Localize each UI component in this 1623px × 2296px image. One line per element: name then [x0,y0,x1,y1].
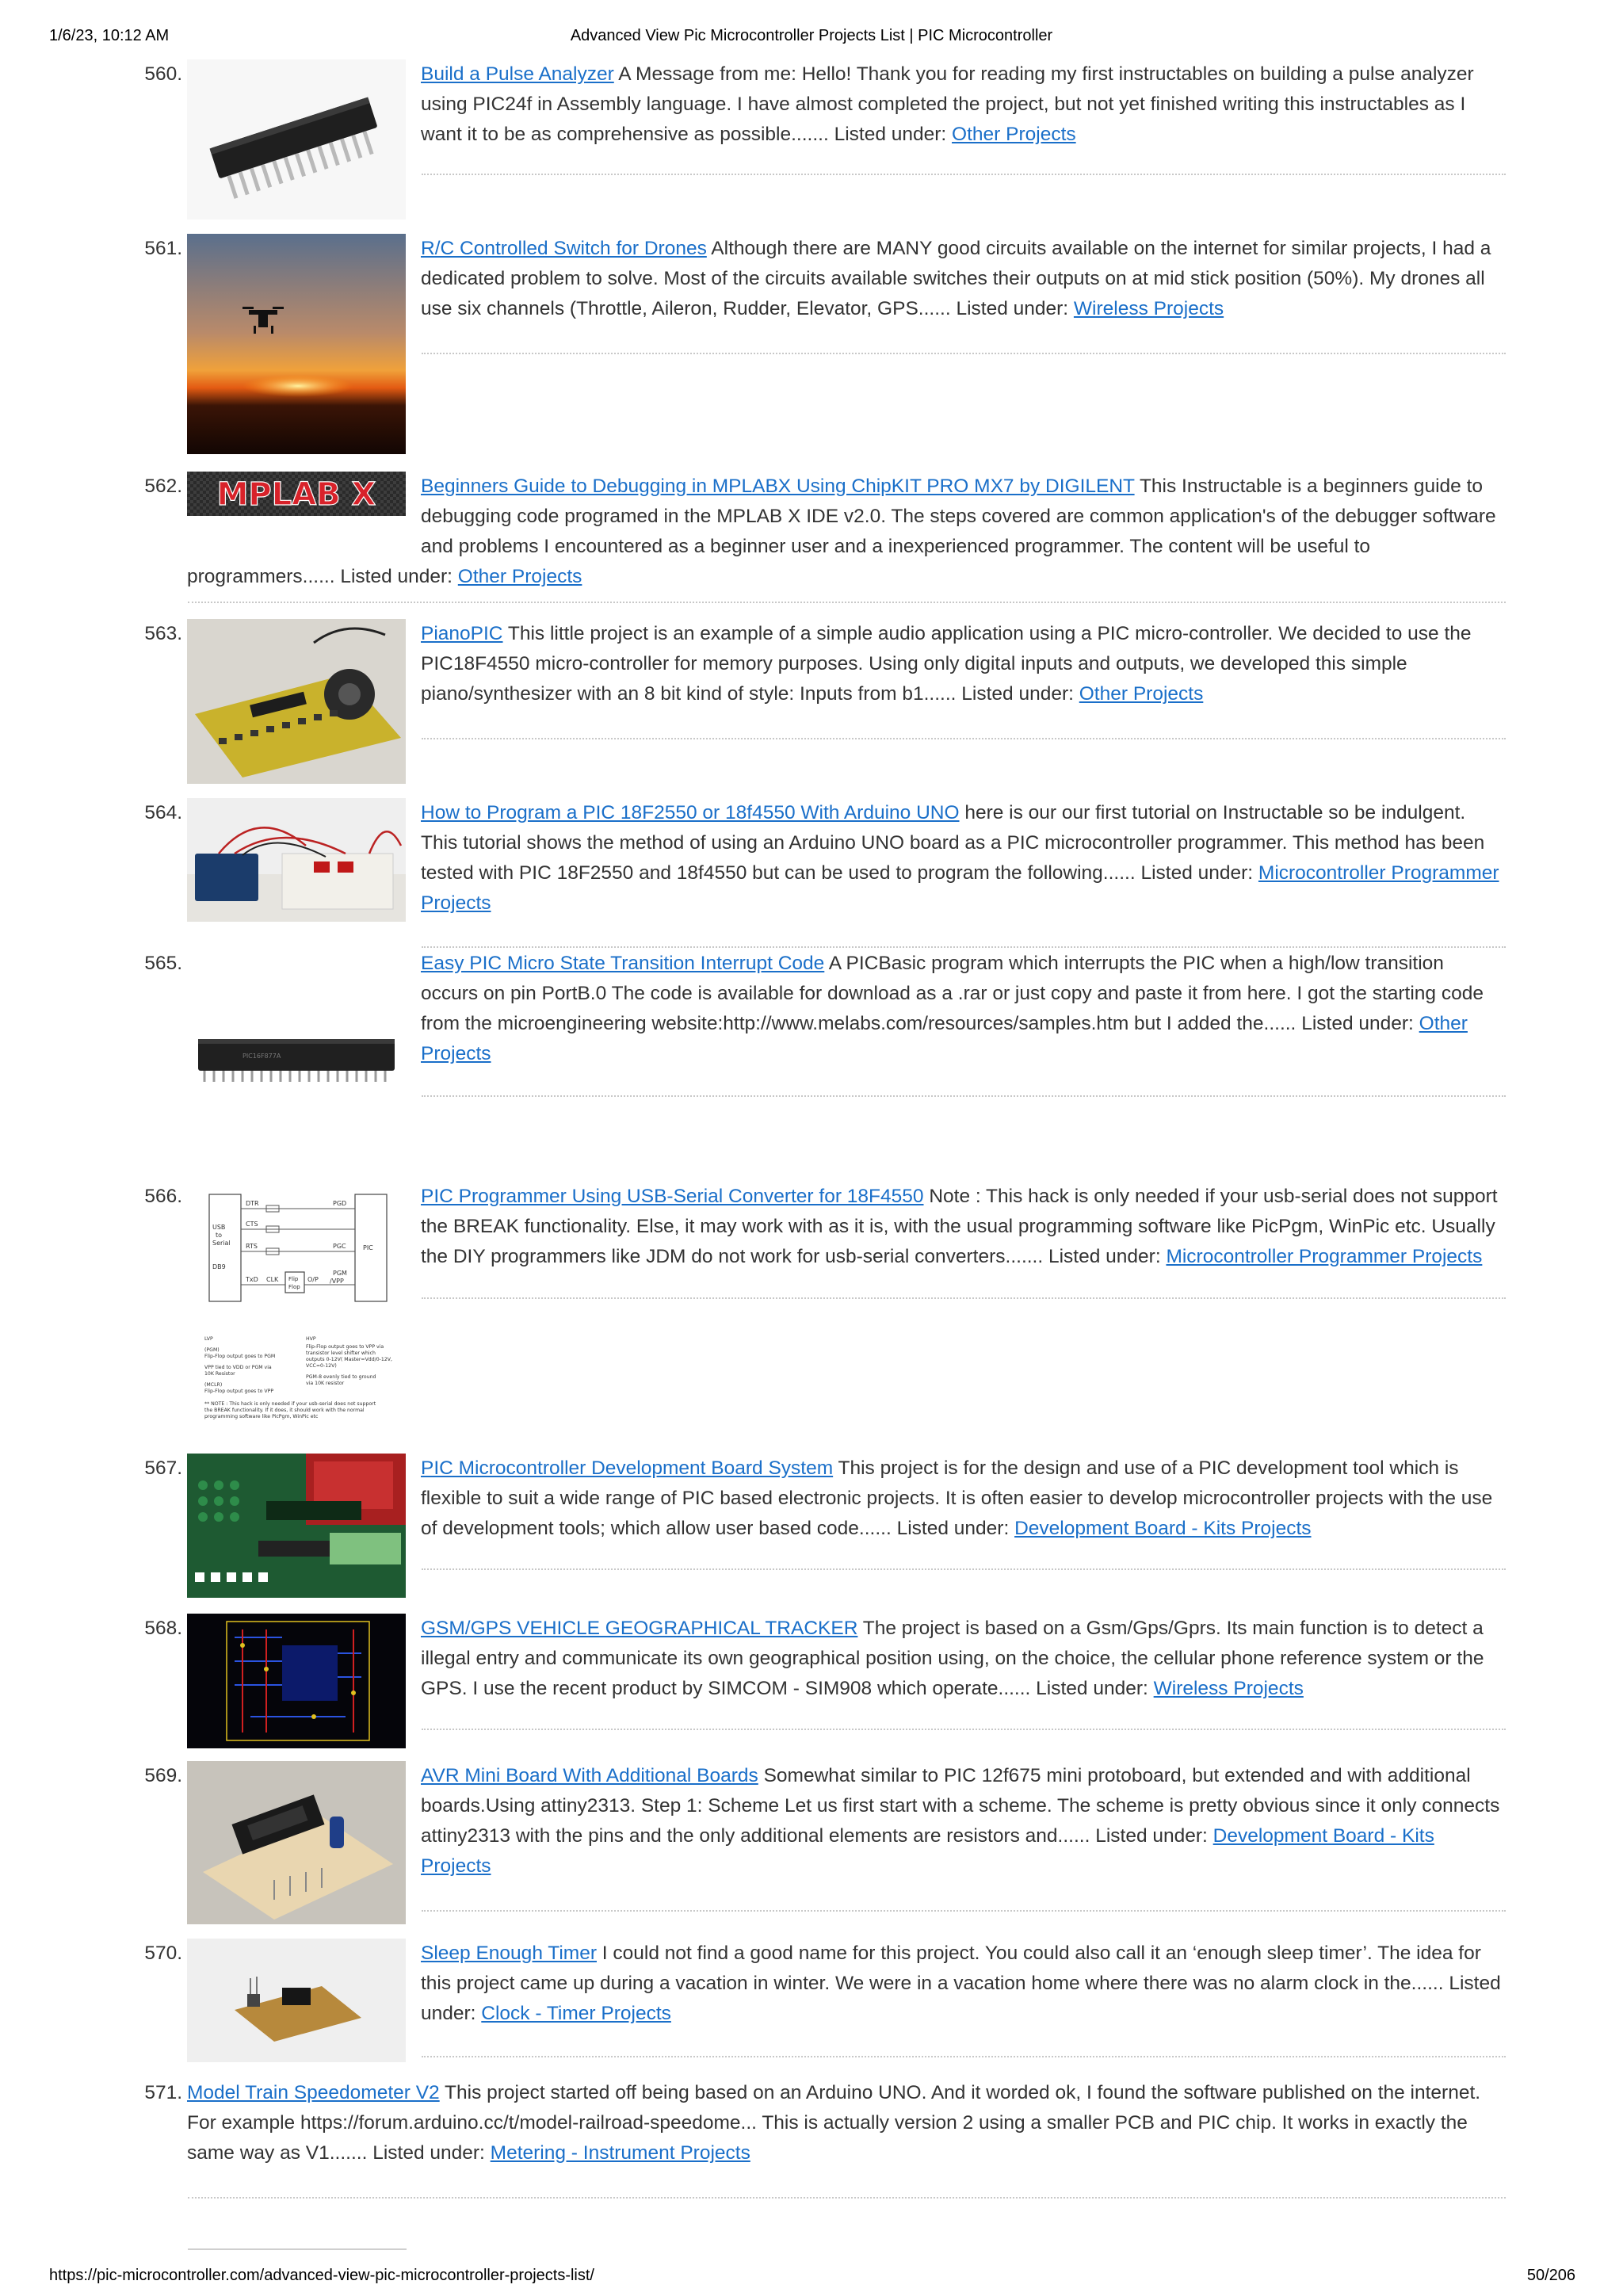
item-number: 561. [144,238,182,259]
item-text [421,949,1506,1069]
svg-text:/VPP: /VPP [330,1278,344,1285]
list-item [143,1614,1506,1772]
project-link[interactable]: Build a Pulse Analyzer [421,63,614,85]
category-link[interactable]: Other Projects [457,566,582,587]
item-text [421,1614,1506,1704]
item-description: This project started off being based on an Arduino UNO. And it worded ok, I found the software published on the internet. For example https://forum.arduino.cc/t/model-railroad-speedome... This is actually version 2 using a smaller PCB and PIC chip. It works in exactly the same way as V1....... [187,2082,1481,2164]
svg-text:PIC16F877A: PIC16F877A [242,1052,281,1060]
item-number: 567. [144,1457,182,1479]
item-text [421,59,1506,150]
page-number: 50/206 [1526,2267,1575,2284]
item-number: 562. [144,476,182,497]
item-separator [422,174,1506,175]
svg-text:MPLAB X: MPLAB X [216,476,376,513]
svg-text:transistor level shifter which: transistor level shifter which [306,1350,376,1356]
category-link[interactable]: Wireless Projects [1153,1678,1304,1699]
svg-text:to: to [216,1232,223,1239]
item-description: A Message from me: Hello! Thank you for reading my first instructables on building a pulse analyzer using PIC24f in Assembly language. I have almost completed the project, but not yet finished writing this instructables as I want it to be as comprehensive as possible....... [421,63,1474,145]
svg-text:(MCLR): (MCLR) [204,1382,223,1388]
svg-text:Flip-Flop output goes to VPP: Flip-Flop output goes to VPP [204,1389,274,1394]
svg-text:RTS: RTS [246,1243,258,1250]
svg-text:Flip: Flip [288,1276,299,1282]
list-item [143,619,1506,793]
piano-board-thumbnail[interactable] [187,619,406,784]
listed-under-label: Listed under: [372,2142,485,2164]
list-item [143,1454,1506,1612]
project-link[interactable]: PianoPIC [421,623,503,644]
print-page-title: Advanced View Pic Microcontroller Projects List | PIC Microcontroller [570,27,1053,44]
listed-under-label: Listed under: [1048,1246,1161,1267]
list-item [143,234,1506,464]
category-link[interactable]: Development Board - Kits Projects [1014,1518,1312,1539]
item-text-continued [187,562,1506,592]
item-text [187,2078,1506,2168]
category-link[interactable]: Clock - Timer Projects [481,2003,671,2024]
project-link[interactable]: How to Program a PIC 18F2550 or 18f4550 With Arduino UNO [421,802,960,823]
listed-under-label: Listed under: [1095,1825,1208,1847]
svg-text:LVP: LVP [204,1336,213,1342]
list-item [143,949,1506,1107]
item-number: 571. [144,2082,182,2103]
item-number: 564. [144,802,182,823]
drone-sunset-thumbnail[interactable] [187,234,406,454]
chip-thumbnail[interactable] [187,59,406,220]
svg-text:PGM-8 evenly tied to ground: PGM-8 evenly tied to ground [306,1374,376,1380]
svg-text:Flip-Flop output goes to PGM: Flip-Flop output goes to PGM [204,1354,276,1359]
mplabx-logo-thumbnail[interactable] [187,472,406,516]
project-link[interactable]: PIC Microcontroller Development Board System [421,1457,834,1479]
item-text [421,1182,1506,1272]
item-number: 566. [144,1186,182,1207]
item-separator [422,1910,1506,1912]
item-separator [422,1297,1506,1299]
category-link[interactable]: Other Projects [952,124,1076,145]
svg-text:PGD: PGD [333,1200,347,1207]
project-link[interactable]: Model Train Speedometer V2 [187,2082,440,2103]
listed-under-label: Listed under: [1036,1678,1148,1699]
item-description: A PICBasic program which interrupts the PIC when a high/low transition occurs on pin PortB.0 The code is available for download as a .rar or just copy and paste it from here. I got the starting code from the microengineering website:http://www.melabs.com/resources/samples.htm but I added the...... [421,953,1484,1034]
listed-under-label: Listed under: [896,1518,1010,1539]
svg-text:DTR: DTR [246,1200,259,1207]
category-link[interactable]: Metering - Instrument Projects [490,2142,750,2164]
avr-board-thumbnail[interactable] [187,1761,406,1924]
item-number: 563. [144,623,182,644]
listed-under-label: Listed under: [1301,1013,1414,1034]
item-number: 560. [144,63,182,85]
item-separator [422,2056,1506,2057]
svg-text:via 10K resistor: via 10K resistor [306,1381,345,1386]
item-description: This Instructable is a beginners guide to debugging code programed in the MPLAB X IDE v2.0. The steps covered are common application's of the debugger software and problems I encountered as a beginner user and a inexperienced programmer. The content will be useful to [421,476,1496,557]
listed-under-label: Listed under: [961,683,1074,705]
item-separator [422,946,1506,948]
svg-text:HVP: HVP [306,1336,316,1342]
listed-under-label: Listed under: [340,566,453,587]
item-text [421,1761,1506,1881]
pcb-layout-thumbnail[interactable] [187,1614,406,1748]
item-description: Note : This hack is only needed if your usb-serial does not support the BREAK functionality. Else, it may work with as it is, with the usual programming software like PicPgm, WinPic etc. Usually the DIY programmers like JDM do not work for usb-serial converters....... [421,1186,1498,1267]
category-link[interactable]: Other Projects [1079,683,1204,705]
category-link[interactable]: Development Board - Kits Projects [421,1825,1434,1877]
svg-text:O/P: O/P [307,1276,319,1283]
svg-text:programming software like PicP: programming software like PicPgm, WinPic etc [204,1414,319,1419]
svg-text:PGM: PGM [333,1270,347,1277]
svg-text:TxD: TxD [246,1276,258,1283]
item-description: Somewhat similar to PIC 12f675 mini protoboard, but extended and with additional boards.Using attiny2313. Step 1: Scheme Let us first start with a scheme. The scheme is pretty obvious since it only connects attiny2313 with the pins and the only additional elements are resistors and...... [421,1765,1500,1847]
item-text [421,1454,1506,1544]
project-link[interactable]: R/C Controlled Switch for Drones [421,238,707,259]
item-description-continued: programmers...... [187,566,341,587]
svg-text:10K Resistor: 10K Resistor [204,1371,235,1377]
item-description: The project is based on a Gsm/Gps/Gprs. Its main function is to detect a illegal entry and communicate its own geographical position using, on the choice, the cellular phone reference system or the GPS. I use the recent product by SIMCOM - SIM908 which operate...... [421,1618,1484,1699]
svg-text:Flip-Flop output goes to VPP v: Flip-Flop output goes to VPP via [306,1344,384,1350]
timer-board-thumbnail[interactable] [187,1939,406,2062]
item-description: Although there are MANY good circuits available on the internet for similar projects, I had a dedicated problem to solve. Most of the circuits available switches their outputs on at mid stick position (50%). My drones all use six channels (Throttle, Aileron, Rudder, Elevator, GPS...... [421,238,1491,319]
svg-text:PGC: PGC [333,1243,346,1250]
item-separator [188,602,1506,603]
project-link[interactable]: Sleep Enough Timer [421,1943,597,1964]
item-text [421,619,1506,709]
category-link[interactable]: Wireless Projects [1073,298,1224,319]
project-link[interactable]: AVR Mini Board With Additional Boards [421,1765,758,1786]
svg-text:Flop: Flop [288,1284,300,1290]
list-item [143,1182,1506,1451]
svg-text:Serial: Serial [212,1240,231,1247]
list-item [143,1939,1506,2081]
item-number: 570. [144,1943,182,1964]
category-link[interactable]: Other Projects [421,1013,1468,1064]
project-link[interactable]: Easy PIC Micro State Transition Interrupt Code [421,953,825,974]
svg-text:CLK: CLK [266,1276,279,1283]
arduino-breadboard-thumbnail[interactable] [187,798,406,922]
category-link[interactable]: Microcontroller Programmer Projects [421,862,1499,914]
item-separator [422,1729,1506,1730]
project-link[interactable]: Beginners Guide to Debugging in MPLABX Using ChipKIT PRO MX7 by DIGILENT [421,476,1135,497]
svg-text:the BREAK functionality. If it: the BREAK functionality. If it does, it should work with the normal [204,1408,365,1413]
svg-text:VPP tied to VDD or PGM via: VPP tied to VDD or PGM via [204,1365,272,1370]
item-separator [188,2197,1506,2199]
list-item [143,798,1506,949]
print-date: 1/6/23, 10:12 AM [49,27,170,44]
item-number: 568. [144,1618,182,1639]
listed-under-label: Listed under: [956,298,1069,319]
item-text [421,472,1506,562]
item-number: 569. [144,1765,182,1786]
list-item [143,59,1506,226]
item-separator [422,738,1506,739]
print-url: https://pic-microcontroller.com/advanced-view-pic-microcontroller-projects-list/ [49,2267,594,2284]
listed-under-label: Listed under: [421,1973,1501,2024]
section-rule [188,2248,407,2250]
item-description: This little project is an example of a simple audio application using a PIC micro-controller. We decided to use the PIC18F4550 micro-controller for memory purposes. Using only digital inputs and outputs, we developed this simple piano/synthesizer with an 8 bit kind of style: Inputs from b1...... [421,623,1472,705]
svg-text:PIC: PIC [363,1244,373,1251]
list-item [143,1761,1506,1920]
item-description: here is our our first tutorial on Instructable so be indulgent. This tutorial shows the method of using an Arduino UNO board as a PIC microcontroller programmer. This method has been tested with PIC 18F2550 and 18f4550 but can be used to program the following...... [421,802,1485,884]
svg-text:VCC=0-12V): VCC=0-12V) [306,1363,337,1369]
item-separator [422,1568,1506,1570]
circuit-diagram-thumbnail[interactable] [187,1182,406,1423]
list-item [143,472,1506,606]
item-description: This project is for the design and use of a PIC development tool which is flexible to suit a wide range of PIC based electronic projects. It is often easier to develop microcontroller projects with the use of development tools; which allow user based code...... [421,1457,1493,1539]
item-text [421,1939,1506,2029]
project-link[interactable]: GSM/GPS VEHICLE GEOGRAPHICAL TRACKER [421,1618,858,1639]
item-text [421,798,1506,919]
listed-under-label: Listed under: [1140,862,1254,884]
category-link[interactable]: Microcontroller Programmer Projects [1166,1246,1483,1267]
item-separator [422,1095,1506,1097]
svg-text:CTS: CTS [246,1221,258,1228]
svg-text:USB: USB [212,1224,226,1231]
dev-board-thumbnail[interactable] [187,1454,406,1598]
item-text [421,234,1506,324]
project-link[interactable]: PIC Programmer Using USB-Serial Converter for 18F4550 [421,1186,924,1207]
item-separator [422,353,1506,354]
pic-chip-thumbnail[interactable] [187,1022,406,1093]
svg-text:(PGM): (PGM) [204,1347,220,1353]
svg-text:DB9: DB9 [212,1263,226,1270]
list-item [143,2078,1506,2205]
item-description: I could not find a good name for this project. You could also call it an ‘enough sleep timer’. The idea for this project came up during a vacation in winter. We were in a vacation home where there was no alarm clock in the...... [421,1943,1481,1994]
svg-text:outputs 0-12V( Master=Vdd/0-12: outputs 0-12V( Master=Vdd/0-12V, [306,1357,392,1362]
listed-under-label: Listed under: [834,124,947,145]
item-number: 565. [144,953,182,974]
svg-text:** NOTE : This hack is only ne: ** NOTE : This hack is only needed if your usb-serial does not support [204,1401,376,1407]
